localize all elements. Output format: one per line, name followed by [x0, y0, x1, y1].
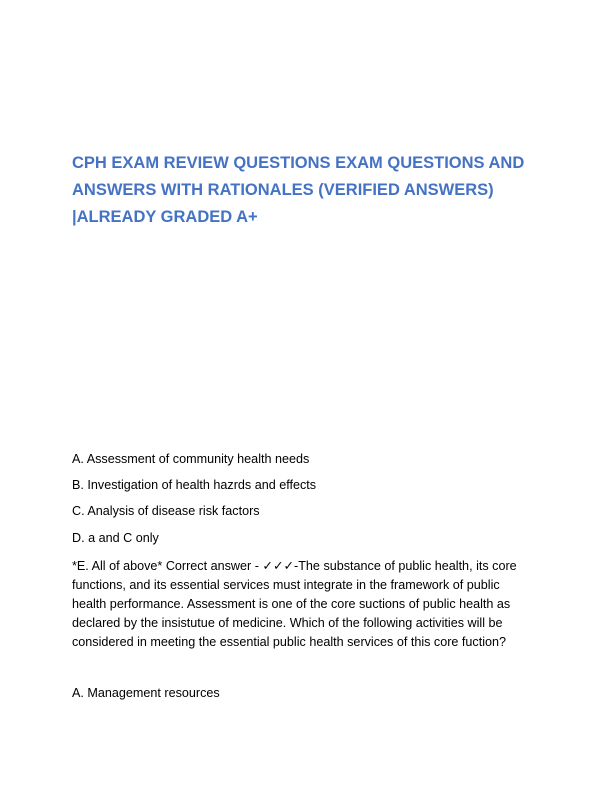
answer-line: *E. All of above* Correct answer - ✓✓✓-The substance of public health, its core: [72, 559, 517, 573]
document-title: [72, 150, 552, 231]
answer-line: functions, and its essential services must integrate in the framework of public: [72, 578, 500, 592]
title-line: ANSWERS WITH RATIONALES (VERIFIED ANSWERS): [72, 181, 494, 199]
answer-line: declared by the insistutue of medicine. Which of the following activities will be: [72, 616, 503, 630]
option-a: A. Assessment of community health needs: [72, 452, 310, 466]
next-option-a: A. Management resources: [72, 686, 220, 700]
answer-line: considered in meeting the essential public health services of this core fuction?: [72, 635, 507, 649]
answer-rationale: [72, 557, 542, 652]
answer-line: health performance. Assessment is one of the core suctions of public health as: [72, 597, 511, 611]
title-line: |ALREADY GRADED A+: [72, 208, 258, 226]
option-d: D. a and C only: [72, 531, 159, 545]
option-c: C. Analysis of disease risk factors: [72, 504, 260, 518]
option-b: B. Investigation of health hazrds and effects: [72, 478, 317, 492]
title-line: CPH EXAM REVIEW QUESTIONS EXAM QUESTIONS AND: [72, 154, 525, 172]
